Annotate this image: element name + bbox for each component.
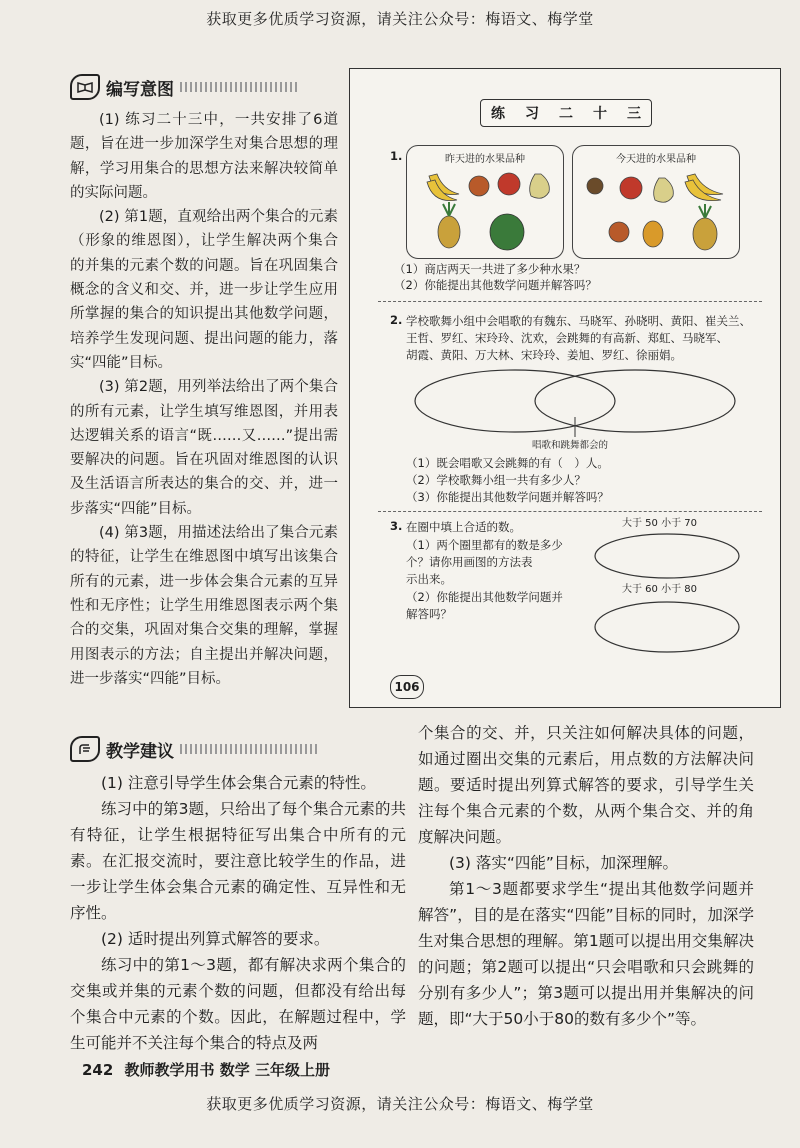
header-decor [180,744,320,754]
intent-paragraph: (3) 第2题，用列举法给出了两个集合的所有元素，让学生填写维恩图，并用表达逻辑关系的语言“既……又……”提出需要解决的问题。旨在巩固对维恩图的认识及生活语言所表达的集合的交、并，进一步落实“四能”目标。 [70,379,338,517]
q3-sub2-line: （2）你能提出其他数学问题并 [406,590,563,604]
pear-icon [654,178,674,202]
page-footer [82,1059,330,1080]
suggest-paragraph-continued: 个集合的交、并，只关注如何解决具体的问题，如通过圈出交集的元素后，用点数的方法解决问题。要适时提出列算式解答的要求，引导学生关注每个集合元素的个数，从两个集合交、并的角度解决问题。 [418,724,754,846]
divider [378,511,762,512]
watermelon-icon [490,214,524,250]
exercise-title [480,99,652,127]
title-char: 三 [627,106,641,122]
suggest-right-column [418,720,754,1032]
q2-text-line: 王哲、罗红、宋玲玲、沈欢，会跳舞的有高新、郑虹、马晓军、 [406,331,728,345]
exercise-box [349,68,781,708]
apple-icon [498,173,520,195]
suggest-paragraph: 练习中的第3题，只给出了每个集合元素的共有特征，让学生根据特征写出集合中所有的元素。在汇报交流时，要注意比较学生的作品，进一步让学生体会集合元素的确定性、互异性和无序性。 [70,800,406,922]
fruit-box-caption: 昨天进的水果品种 [445,154,525,165]
q3-sub2-line: 解答吗？ [406,607,452,621]
intent-paragraph: (2) 第1题，直观给出两个集合的元素（形象的维恩图），让学生解决两个集合的并集的元素个数的问题。旨在巩固集合概念的含义和交、并，进一步让学生应用所掌握的集合的知识提出其他数学问题，培养学生发现问题、提出问题的能力，落实“四能”目标。 [70,209,338,371]
mango-icon [643,221,663,247]
title-char: 二 [559,106,573,122]
apple-icon [620,177,642,199]
q2-number: 2. [390,313,403,327]
footer-book-title: 教师教学用书 数学 三年级上册 [124,1061,330,1079]
section-title-suggest: 教学建议 [106,741,174,762]
intent-text [70,108,338,691]
book-icon [70,74,100,100]
circle-label-1: 大于 50 小于 70 [622,518,697,529]
banana-icon [685,174,723,201]
section-title-intent: 编写意图 [106,79,174,100]
fruit-box-today [572,145,740,259]
suggest-paragraph: 第1～3题都要求学生“提出其他数学问题并解答”，目的是在落实“四能”目标的同时，加深学生对集合思想的理解。第1题可以提出用交集解决的问题；第2题可以提出“只会唱歌和只会跳舞的分别有多少人”；第3题可以提出用并集解决的问题，即“大于50小于80的数有多少个”等。 [418,880,754,1028]
hand-icon [70,736,100,762]
q1-sub1: （1）商店两天一共进了多少种水果？ [394,262,586,276]
q2-sub1: （1）既会唱歌又会跳舞的有（ ）人。 [406,456,609,470]
title-char: 十 [593,106,607,122]
exercise-page-number: 106 [390,675,424,699]
suggest-paragraph: (2) 适时提出列算式解答的要求。 [101,930,330,948]
answer-circle-2 [592,599,742,655]
fruit-illustration-today [573,146,739,258]
suggest-paragraph: (1) 注意引导学生体会集合元素的特性。 [101,774,376,792]
section-header-suggest [70,736,320,762]
q3-title: 在圈中填上合适的数。 [406,520,521,534]
q2-text-line: 胡霞、黄阳、万大林、宋玲玲、姜旭、罗红、徐丽娟。 [406,348,682,362]
header-decor [180,82,300,92]
fruit-illustration-yesterday [407,146,563,258]
venn-label: 唱歌和跳舞都会的 [532,440,609,451]
pineapple-icon [438,202,460,248]
pineapple-icon [693,204,717,250]
q1-number: 1. [390,149,403,163]
q3-sub1-line: （1）两个圈里都有的数是多少 [406,538,563,552]
q2-sub3: （3）你能提出其他数学问题并解答吗？ [406,490,609,504]
title-char: 习 [525,106,539,122]
fruit-box-yesterday [406,145,564,259]
plum-icon [587,178,603,194]
divider [378,301,762,302]
q2-sub2: （2）学校歌舞小组一共有多少人？ [406,473,586,487]
intent-paragraph: (1) 练习二十三中，一共安排了6道题，旨在进一步加深学生对集合思想的理解，学习用集合的思想方法来解决较简单的实际问题。 [70,112,338,201]
orange-icon [609,222,629,242]
venn-diagram [410,367,740,439]
q3-sub1-line: 个？请你用画图的方法表 [406,555,533,569]
suggest-paragraph: 练习中的第1～3题，都有解决求两个集合的交集或并集的元素个数的问题，但都没有给出每个集合中元素的个数。因此，在解题过程中，学生可能并不关注每个集合的特点及两 [70,956,406,1052]
section-header-intent [70,74,300,100]
suggest-paragraph: (3) 落实“四能”目标，加深理解。 [449,854,678,872]
footer-page-number: 242 [82,1061,114,1079]
q3-number: 3. [390,519,403,533]
answer-circle-1 [592,531,742,581]
q2-text-line: 学校歌舞小组中会唱歌的有魏东、马晓军、孙晓明、黄阳、崔关兰、 [406,314,751,328]
banana-icon [427,174,459,201]
fruit-box-caption: 今天进的水果品种 [616,154,696,165]
watermark-top: 获取更多优质学习资源，请关注公众号：梅语文、梅学堂 [206,10,594,28]
pear-icon [530,174,550,198]
watermark-bottom: 获取更多优质学习资源，请关注公众号：梅语文、梅学堂 [206,1095,594,1113]
intent-paragraph: (4) 第3题，用描述法给出了集合元素的特征，让学生在维恩图中填写出该集合所有的元素，进一步体会集合元素的互异性和无序性；让学生用维恩图表示两个集合的交集，巩固对集合交集的理解，掌握用图表示的方法；自主提出并解决问题，进一步落实“四能”目标。 [70,525,338,687]
suggest-left-column [70,770,406,1056]
title-char: 练 [491,106,505,122]
q3-sub1-line: 示出来。 [406,572,452,586]
orange-icon [469,176,489,196]
q1-sub2: （2）你能提出其他数学问题并解答吗？ [394,278,597,292]
circle-label-2: 大于 60 小于 80 [622,584,697,595]
